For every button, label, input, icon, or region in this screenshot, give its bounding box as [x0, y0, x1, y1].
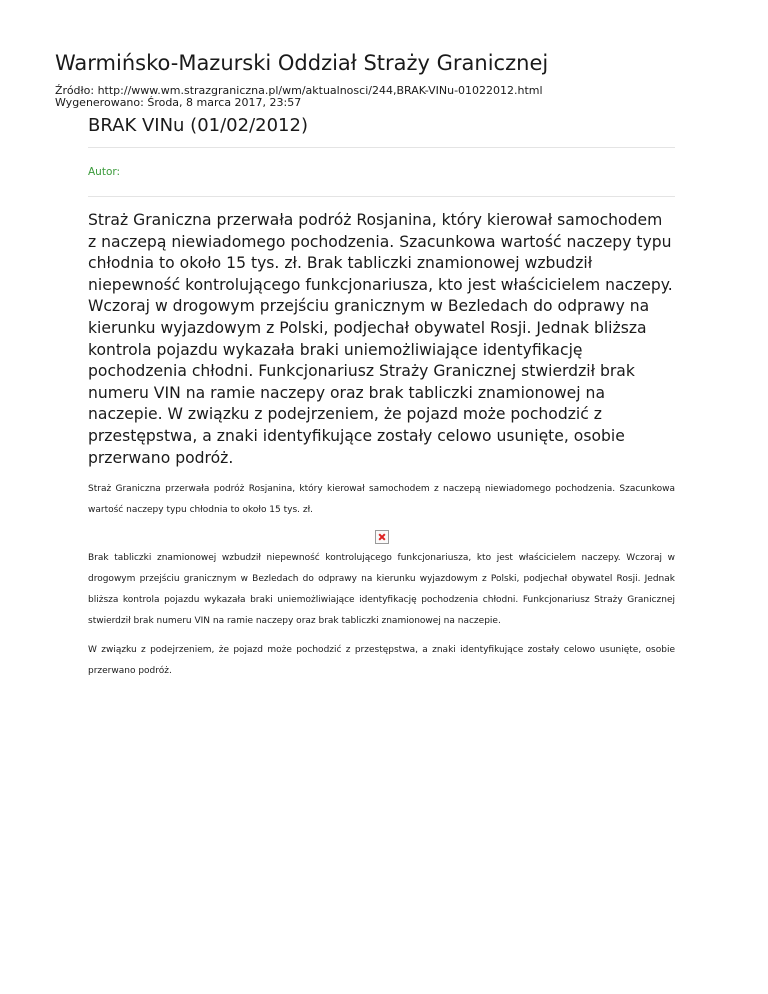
article-title: BRAK VINu (01/02/2012) [88, 115, 308, 136]
print-meta [55, 85, 543, 109]
article [88, 114, 675, 682]
body-paragraph-2: Brak tabliczki znamionowej wzbudził niepewność kontrolującego funkcjonariusza, kto jest właścicielem naczepy. Wczoraj w drogowym przejściu granicznym w Bezledach do odprawy na kierunku wyjazdowym z Polski, podjechał obywatel Rosji. Jednak bliższa kontrola pojazdu wykazała braki uniemożliwiające identyfikację pochodzenia chłodni. Funkcjonariusz Straży Granicznej stwierdził brak numeru VIN na ramie naczepy oraz brak tabliczki znamionowej na naczepie. [88, 553, 675, 627]
generated-date: Wygenerowano: Środa, 8 marca 2017, 23:57 [55, 96, 302, 109]
divider [88, 147, 675, 148]
broken-image-icon [375, 530, 389, 544]
article-lead: Straż Graniczna przerwała podróż Rosjanina, który kierował samochodem z naczepą niewiadomego pochodzenia. Szacunkowa wartość naczepy typu chłodnia to około 15 tys. zł. Brak tabliczki znamionowej wzbudził niepewność kontrolującego funkcjonariusza, kto jest właścicielem naczepy. Wczoraj w drogowym przejściu granicznym w Bezledach do odprawy na kierunku wyjazdowym z Polski, podjechał obywatel Rosji. Jednak bliższa kontrola pojazdu wykazała braki uniemożliwiające identyfikację pochodzenia chłodni. Funkcjonariusz Straży Granicznej stwierdził brak numeru VIN na ramie naczepy oraz brak tabliczki znamionowej na naczepie. W związku z podejrzeniem, że pojazd może pochodzić z przestępstwa, a znaki identyfikujące zostały celowo usunięte, osobie przerwano podróż. [88, 211, 673, 467]
site-title: Warmińsko-Mazurski Oddział Straży Granicznej [55, 51, 549, 75]
body-paragraph-1: Straż Graniczna przerwała podróż Rosjanina, który kierował samochodem z naczepą niewiadomego pochodzenia. Szacunkowa wartość naczepy typu chłodnia to około 15 tys. zł. [88, 484, 675, 516]
source-url: Źródło: http://www.wm.strazgraniczna.pl/wm/aktualnosci/244,BRAK-VINu-01022012.html [55, 84, 543, 97]
article-image [88, 530, 675, 548]
body-paragraph-3: W związku z podejrzeniem, że pojazd może pochodzić z przestępstwa, a znaki identyfikujące zostały celowo usunięte, osobie przerwano podróż. [88, 645, 675, 677]
divider [88, 196, 675, 197]
author-label: Autor: [88, 166, 121, 178]
